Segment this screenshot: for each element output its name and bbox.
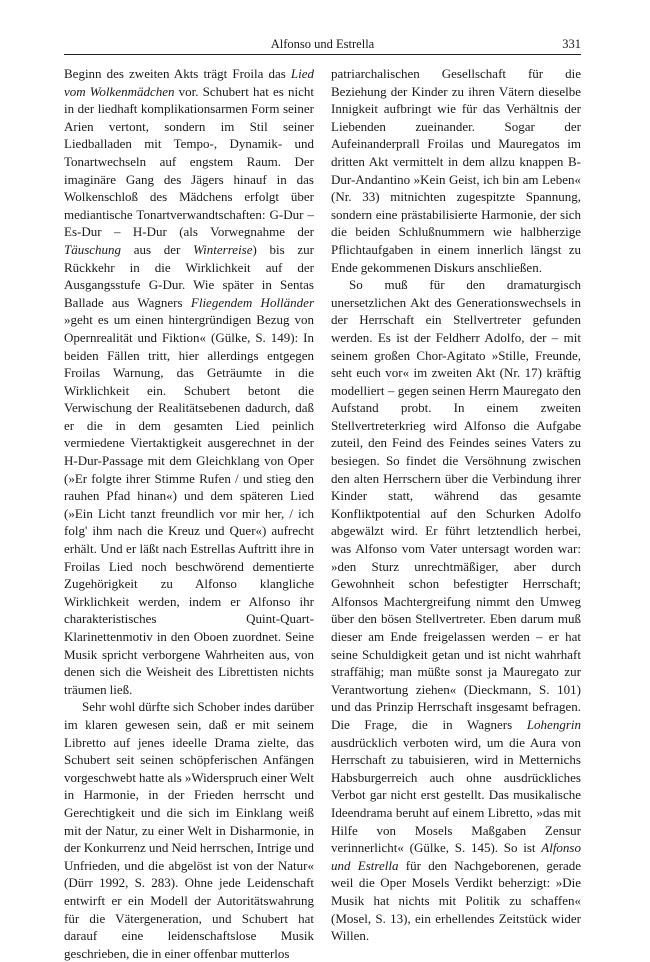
text-run: »geht es um einen hintergründigen Bezug von Opernrealität und Fiktion« (Gülke, S. 149): In beiden Fällen tritt, hier allerdings entgegen Froilas Warnung, das Geträumte in die Wirklichkeit ein. Schubert betont die Verwischung der Realitätsebenen dadurch, daß er die in dem gesamten Lied peinlich vermiedene Viertaktigkeit ausgerechnet in der H-Dur-Passage mit dem Gleichklang von Oper (»Er folgte ihrer Stimme Rufen / und stieg den rauhen Pfad hinan«) und dem späteren Lied (»Ein Licht tanzt freundlich vor mir her, / ich folg' ihm nach die Kreuz und Quer«) aufrecht erhält. Und er läßt nach Estrellas Auftritt ihre in Froilas Lied noch beschwörend dementierte Zugehörigkeit zu Alfonso klangliche Wirklichkeit werden, indem er Alfonso ihr charakteristisches Quint-Quart-Klarinettenmotiv in den Oboen zuordnet. Seine Musik spricht verborgene Wahrheiten aus, von denen sich die Weisheit des Librettisten nichts träumen ließ.	[64, 312, 314, 697]
text-run: patriarchalischen Gesellschaft für die Beziehung der Kinder zu ihren Vätern dieselbe Innigkeit aufbringt wie für das Verhältnis der Liebenden zueinander. Sogar der Aufeinanderprall Froilas und Mauregatos im dritten Akt vermittelt in dem allzu knappen B-Dur-Andantino »Kein Geist, ich bin am Leben« (Nr. 33) mitnichten zugespitzte Spannung, sondern eine prästabilisierte Harmonie, der sich die beiden Schlußnummern wie halbherzige Pflichtaufgaben in einem innerlich längst zu Ende gekommenen Diskurs anschließen.	[331, 66, 581, 275]
italic-text: Lied vom Wolkenmädchen	[64, 66, 314, 99]
running-header	[64, 35, 581, 53]
italic-text: Fliegendem Holländer	[190, 294, 315, 310]
text-run: Sehr wohl dürfte sich Schober indes darüber im klaren gewesen sein, daß er mit seinem Libretto auf jenes ideelle Drama zielte, das Schubert seit seinen schöpferischen Anfängen vorgeschwebt hatte als »Widerspruch einer Welt in Harmonie, in der Frieden herrscht und Gerechtigkeit und die sich im Einklang weiß mit der Natur, zu einer Welt in Disharmonie, in der Konkurrenz und Neid herrschen, Intrige und Unfrieden, und die abgelöst ist von der Natur« (Dürr 1992, S. 283). Ohne jede Leidenschaft entwirft er ein Modell der Autoritätswahrung für die Vätergeneration, und Schubert hat darauf eine leidenschaftslose Musik geschrieben, die in einer offenbar mutterlos	[64, 699, 315, 961]
running-title: Alfonso und Estrella	[270, 37, 375, 51]
paragraph	[64, 698, 314, 962]
right-column	[331, 65, 581, 945]
text-run: vor. Schubert hat es nicht in der liedhaft komplikationsarmen Form seiner Arien vertont, sondern im Stil seiner Liedballaden mit Tempo-, Dynamik- und Tonartwechseln auf engstem Raum. Der imaginäre Gang des Jägers hinauf in das Wolkenschloß des Mädchens erfolgt über mediantische Tonartverwandtschaften: G-Dur – Es-Dur – H-Dur (als Vorwegnahme der	[64, 83, 314, 240]
italic-text: Täuschung	[64, 241, 122, 257]
text-run: für den Nachgeborenen, gerade weil die Oper Mosels Verdikt beherzigt: »Die Musik hat nichts mit Politik zu schaffen« (Mosel, S. 13), ein erhellendes Zeitstück wider Willen.	[331, 857, 581, 944]
paragraph	[331, 276, 581, 945]
text-run: ) bis zur Rückkehr in die Wirklichkeit auf der Ausgangsstufe G-Dur. Wie später in Sentas Ballade aus Wagners	[64, 241, 314, 310]
left-column	[64, 65, 314, 962]
text-run: Beginn des zweiten Akts trägt Froila das	[64, 66, 291, 81]
italic-text: Alfonso und Estrella	[331, 840, 581, 873]
header-rule	[64, 54, 581, 55]
italic-text: Lohengrin	[526, 716, 581, 732]
text-run: ausdrücklich verboten wird, um die Aura von Herrschaft zu tabuisieren, wird in Metternichs Habsburgerreich auch ohne ausdrückliches Verbot gar nicht erst gestellt. Das musikalische Ideendrama beruht auf einem Libretto, »das mit Hilfe von Mosels Maßgaben Zensur verinnerlicht« (Gülke, S. 145). So ist	[331, 734, 581, 856]
text-run: So muß für den dramaturgisch unersetzlichen Akt des Generationswechsels in der Herrschaft ein Stellvertreter gefunden werden. Es ist der Feldherr Adolfo, der – mit seinem großen Chor-Agitato »Stille, Freunde, seht euch vor« im zweiten Akt (Nr. 17) kräftig modelliert – gegen seinen Herrn Mauregato den Aufstand probt. In einem zweiten Stellvertreterkrieg wird Alfonso die Aufgabe zuteil, den Feind des Feindes seines Vaters zu besiegen. So findet die Versöhnung zwischen den alten Herrschern über die Verbindung ihrer Kinder statt, während das gesamte Konfliktpotential auf den Schurken Adolfo abgewälzt wird. Er führt letztendlich herbei, was Alfonso vom Vater untersagt worden war: »den Sturz unrechtmäßiger, aber durch Gewohnheit schon befestigter Herrschaft; Alfonsos Machtergreifung nimmt den Umweg über den bösen Stellvertreter. Eben darum muß dieser am Ende freigelassen werden – er hat seine Schuldigkeit getan und ist nicht wahrhaft straffähig; man müßte sonst ja Mauregato zur Verantwortung ziehen« (Dieckmann, S. 101) und das Prinzip Herrschaft insgesamt befragen. Die Frage, die in Wagners	[331, 277, 581, 732]
italic-text: Winterreise	[193, 241, 253, 257]
text-run: aus der	[121, 241, 194, 257]
page-number: 331	[562, 37, 581, 51]
paragraph	[331, 65, 581, 276]
paragraph	[64, 65, 314, 698]
